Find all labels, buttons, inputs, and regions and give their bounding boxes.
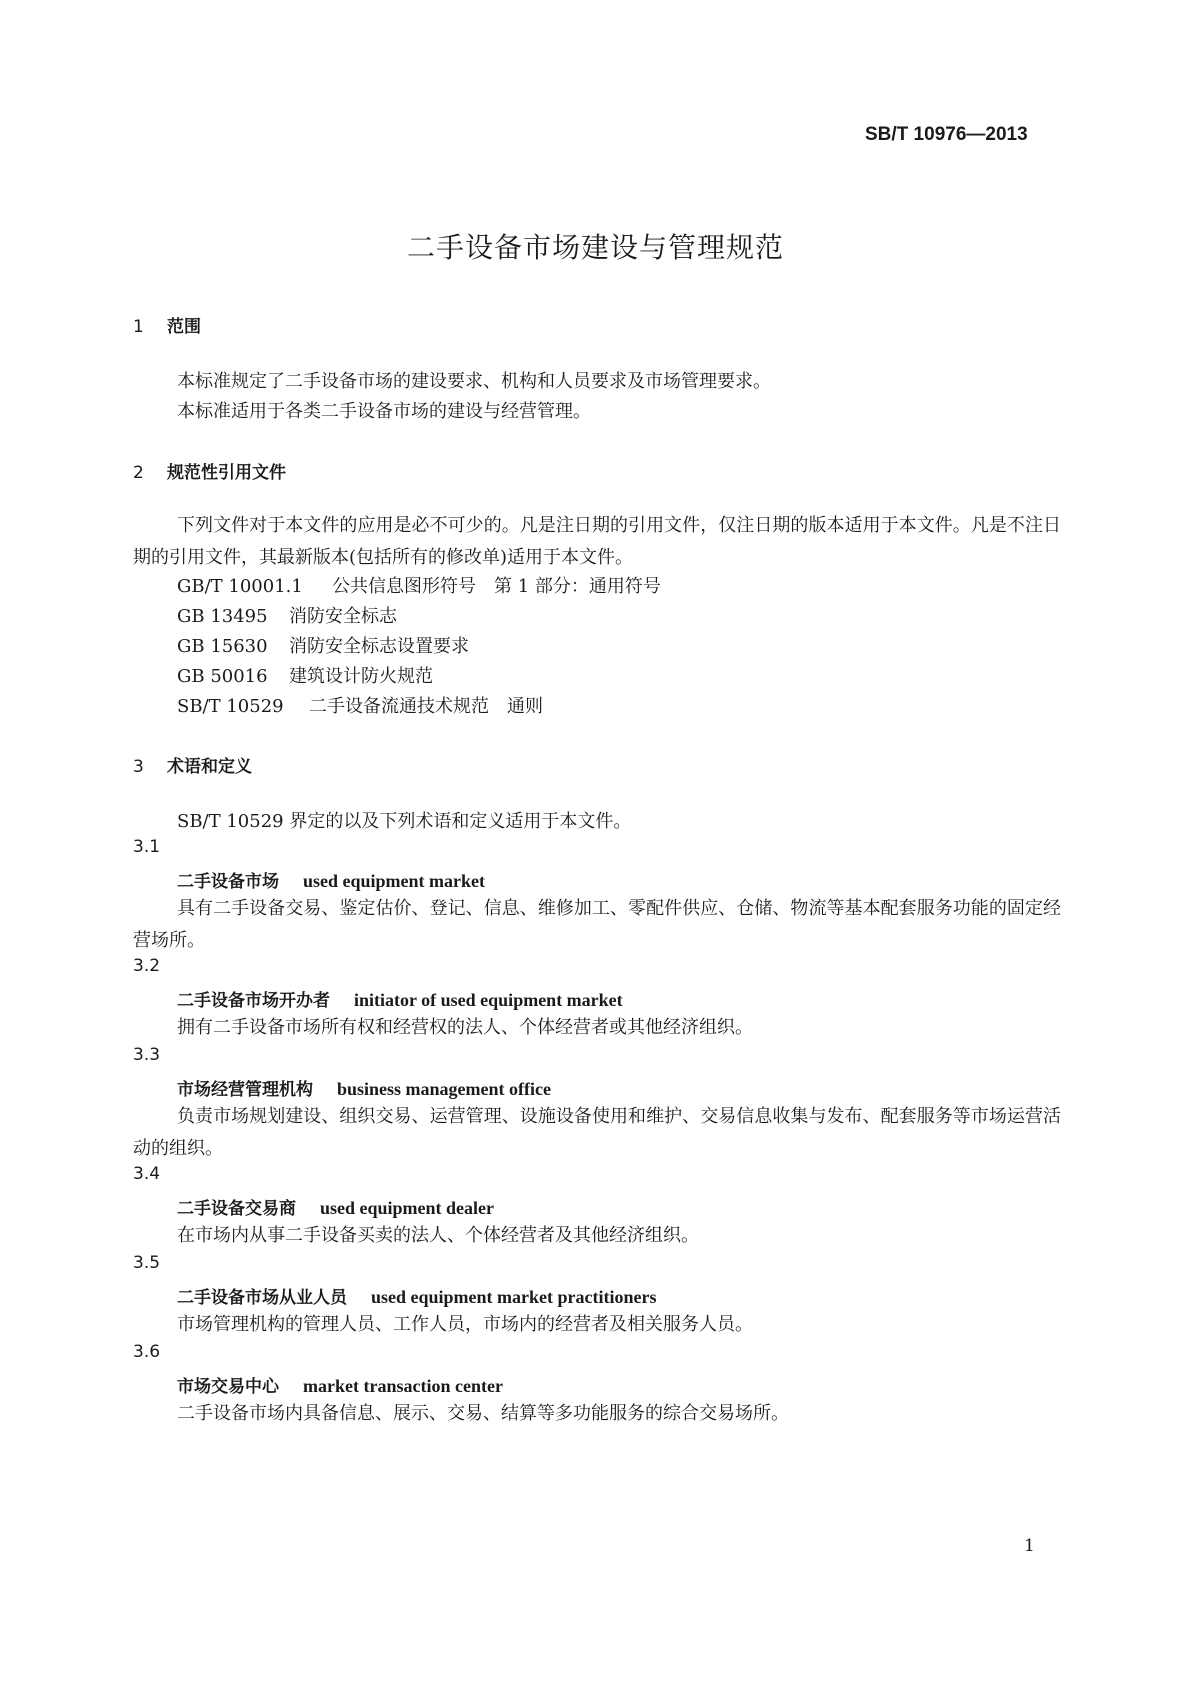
section-title: 范围 [167, 317, 201, 337]
term-name [177, 1194, 494, 1219]
term-name-en: used equipment dealer [320, 1198, 495, 1218]
term-name-en: business management office [337, 1079, 551, 1099]
section-title: 规范性引用文件 [167, 463, 286, 483]
term-name [177, 1283, 656, 1308]
term-name-cn: 二手设备交易商 [177, 1199, 296, 1219]
reference-code: GB/T 10001.1 [177, 576, 303, 597]
reference-item [177, 662, 433, 688]
term-name [177, 1075, 551, 1100]
term-number: 3.4 [133, 1164, 161, 1184]
term-definition: 拥有二手设备市场所有权和经营权的法人、个体经营者或其他经济组织。 [177, 1017, 753, 1038]
term-name [177, 1372, 503, 1397]
reference-title: 消防安全标志 [289, 606, 397, 627]
term-definition: 市场管理机构的管理人员、工作人员，市场内的经营者及相关服务人员。 [177, 1314, 753, 1335]
reference-item [177, 572, 661, 598]
term-number: 3.6 [133, 1342, 161, 1362]
term-definition: 二手设备市场内具备信息、展示、交易、结算等多功能服务的综合交易场所。 [177, 1403, 789, 1424]
section-number: 1 [133, 317, 144, 337]
reference-code: GB 13495 [177, 606, 268, 627]
term-number: 3.5 [133, 1253, 161, 1273]
reference-item [177, 602, 397, 628]
reference-code: SB/T 10529 [177, 696, 284, 717]
term-definition: 具有二手设备交易、鉴定估价、登记、信息、维修加工、零配件供应、仓储、物流等基本配套服务功能的固定经营场所。 [133, 898, 1061, 951]
section-heading-scope [133, 312, 201, 337]
section-heading-normative-references [133, 458, 286, 483]
term-number: 3.2 [133, 956, 161, 976]
term-name [177, 986, 623, 1011]
reference-code: GB 50016 [177, 666, 268, 687]
term-name-cn: 二手设备市场 [177, 872, 279, 892]
section-heading-terms-definitions [133, 752, 252, 777]
term-number: 3.3 [133, 1045, 161, 1065]
term-name-en: used equipment market practitioners [371, 1287, 657, 1307]
section-title: 术语和定义 [167, 757, 252, 777]
term-name [177, 867, 485, 892]
term-name-cn: 市场交易中心 [177, 1377, 279, 1397]
term-name-cn: 二手设备市场开办者 [177, 991, 330, 1011]
reference-title: 二手设备流通技术规范 通则 [309, 696, 543, 717]
section-number: 3 [133, 757, 144, 777]
reference-title: 消防安全标志设置要求 [289, 636, 469, 657]
reference-title: 公共信息图形符号 第 1 部分：通用符号 [332, 576, 661, 597]
term-name-cn: 二手设备市场从业人员 [177, 1288, 347, 1308]
term-number: 3.1 [133, 837, 161, 857]
reference-item [177, 692, 543, 718]
document-title: 二手设备市场建设与管理规范 [406, 231, 784, 264]
term-name-en: market transaction center [303, 1376, 503, 1396]
reference-title: 建筑设计防火规范 [289, 666, 433, 687]
paragraph: 本标准规定了二手设备市场的建设要求、机构和人员要求及市场管理要求。 [177, 371, 771, 392]
term-definition: 负责市场规划建设、组织交易、运营管理、设施设备使用和维护、交易信息收集与发布、配套服务等市场运营活动的组织。 [133, 1106, 1061, 1159]
term-definition: 在市场内从事二手设备买卖的法人、个体经营者及其他经济组织。 [177, 1225, 699, 1246]
term-name-cn: 市场经营管理机构 [177, 1080, 313, 1100]
page-number: 1 [1024, 1536, 1035, 1556]
standard-code: SB/T 10976—2013 [865, 124, 1028, 145]
term-name-en: initiator of used equipment market [354, 990, 623, 1010]
paragraph: 下列文件对于本文件的应用是必不可少的。凡是注日期的引用文件，仅注日期的版本适用于本文件。凡是不注日期的引用文件，其最新版本(包括所有的修改单)适用于本文件。 [133, 515, 1061, 568]
paragraph: SB/T 10529 界定的以及下列术语和定义适用于本文件。 [177, 811, 632, 832]
reference-code: GB 15630 [177, 636, 268, 657]
term-name-en: used equipment market [303, 871, 486, 891]
paragraph: 本标准适用于各类二手设备市场的建设与经营管理。 [177, 401, 591, 422]
section-number: 2 [133, 463, 144, 483]
reference-item [177, 632, 469, 658]
